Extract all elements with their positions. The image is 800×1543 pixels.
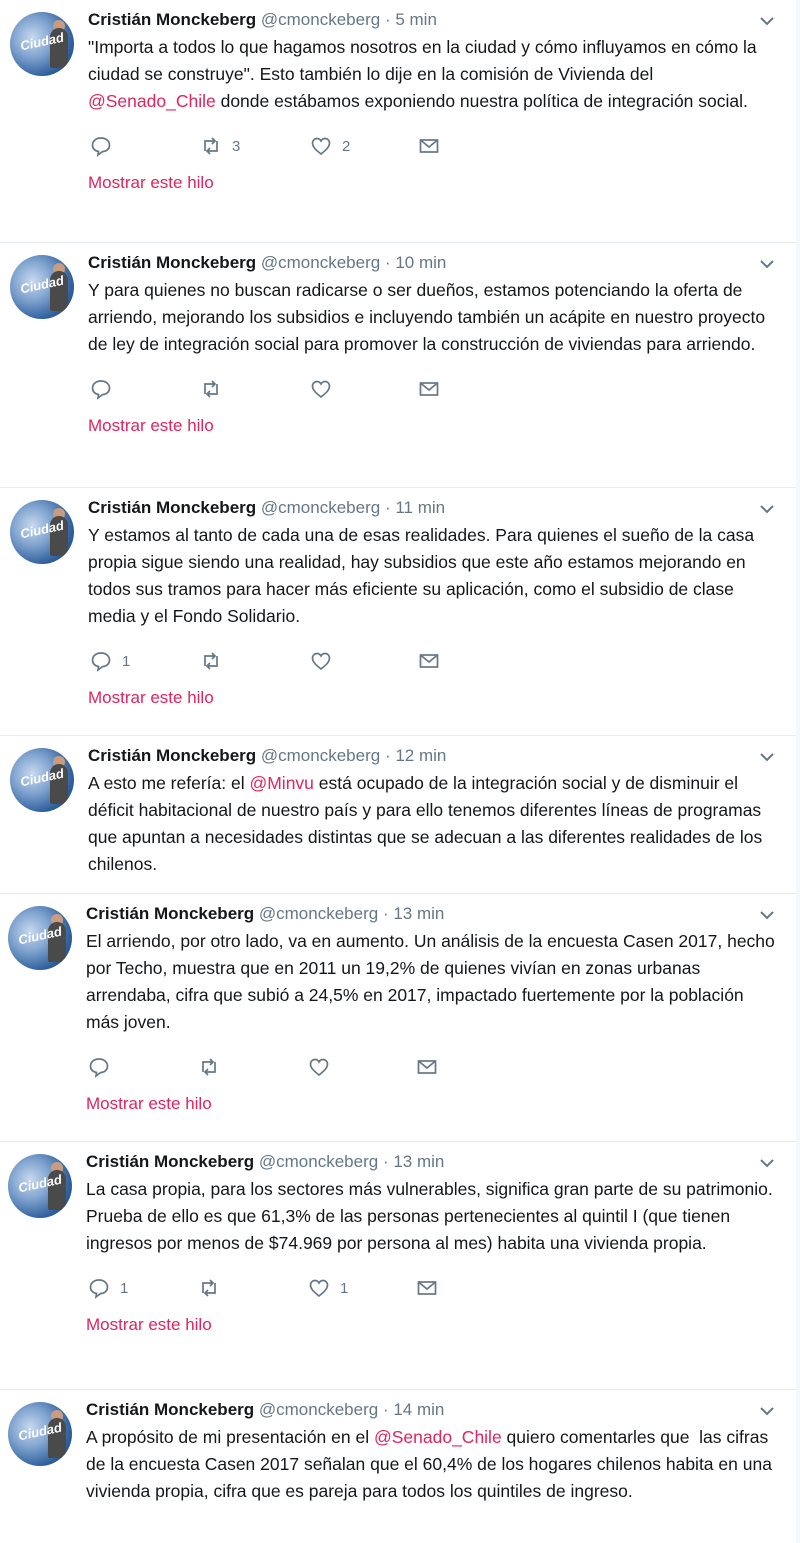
tweet-content — [86, 1398, 776, 1505]
avatar-logo: Ciudad — [16, 1419, 64, 1444]
tweet-actions — [88, 131, 776, 161]
tweet-text — [88, 522, 776, 630]
author-name[interactable]: Cristián Monckeberg — [88, 253, 257, 272]
reply-icon — [90, 135, 112, 157]
avatar[interactable] — [10, 12, 74, 76]
tweet-header — [88, 8, 776, 32]
retweet-button[interactable] — [198, 1052, 230, 1082]
mention-link[interactable]: @Minvu — [249, 773, 314, 793]
retweet-icon — [198, 1056, 220, 1078]
reply-button[interactable] — [90, 131, 122, 161]
tweet-text — [86, 928, 780, 1036]
direct-message-button[interactable] — [418, 131, 440, 161]
author-name[interactable]: Cristián Monckeberg — [88, 498, 257, 517]
chevron-down-icon[interactable] — [758, 12, 776, 30]
avatar[interactable] — [8, 1154, 72, 1218]
author-handle[interactable]: @cmonckeberg — [260, 498, 381, 517]
retweet-count: 3 — [232, 137, 241, 155]
like-count: 1 — [340, 1279, 349, 1297]
direct-message-icon — [418, 650, 440, 672]
direct-message-button[interactable] — [418, 374, 440, 404]
show-thread-link[interactable]: Mostrar este hilo — [88, 416, 214, 435]
author-name[interactable]: Cristián Monckeberg — [88, 10, 257, 29]
tweet-content — [88, 251, 776, 438]
reply-icon — [88, 1277, 110, 1299]
retweet-button[interactable] — [200, 131, 240, 161]
reply-count: 1 — [120, 1279, 129, 1297]
direct-message-button[interactable] — [418, 646, 440, 676]
show-thread-link[interactable]: Mostrar este hilo — [86, 1315, 212, 1334]
reply-button[interactable] — [88, 1273, 128, 1303]
chevron-down-icon[interactable] — [758, 748, 776, 766]
like-icon — [310, 378, 332, 400]
show-thread-link[interactable]: Mostrar este hilo — [86, 1094, 212, 1113]
author-handle[interactable]: @cmonckeberg — [258, 904, 379, 923]
tweet-content — [86, 902, 780, 1116]
like-count: 2 — [342, 137, 351, 155]
tweet-text-part: A esto me refería: el — [88, 773, 250, 793]
tweet[interactable] — [0, 1390, 796, 1543]
chevron-down-icon[interactable] — [758, 906, 776, 924]
author-name[interactable]: Cristián Monckeberg — [88, 746, 257, 765]
mention-link[interactable]: @Senado_Chile — [88, 91, 216, 111]
tweet-text-part: "Importa a todos lo que hagamos nosotros en la ciudad y cómo influyamos en cómo la ciudad se construye". Esto también lo dije en la comisión de Vivienda del — [88, 37, 762, 84]
tweet-text — [88, 277, 776, 358]
tweet-time[interactable]: · 10 min — [384, 253, 447, 272]
direct-message-button[interactable] — [416, 1052, 438, 1082]
like-button[interactable] — [308, 1052, 340, 1082]
tweet-time[interactable]: · 14 min — [382, 1400, 445, 1419]
author-name[interactable]: Cristián Monckeberg — [86, 1400, 255, 1419]
show-thread-link[interactable]: Mostrar este hilo — [88, 173, 214, 192]
tweet-time[interactable]: · 13 min — [382, 1152, 445, 1171]
tweet[interactable] — [0, 736, 796, 894]
tweet-time[interactable]: · 11 min — [384, 498, 446, 517]
tweet-text — [86, 1424, 776, 1505]
tweet-text-part: La casa propia, para los sectores más vulnerables, significa gran parte de su patrimonio. Prueba de ello es que 61,3% de las personas pertenecientes al quintil I (que tienen ingresos por menos de $74.969 por persona al mes) habita una vivienda propia. — [86, 1179, 778, 1253]
direct-message-icon — [418, 135, 440, 157]
reply-icon — [88, 1056, 110, 1078]
tweet[interactable] — [0, 894, 796, 1142]
reply-icon — [90, 378, 112, 400]
avatar-logo: Ciudad — [18, 272, 66, 297]
chevron-down-icon[interactable] — [758, 1402, 776, 1420]
tweet-header — [88, 744, 776, 768]
chevron-down-icon[interactable] — [758, 255, 776, 273]
show-thread-link[interactable]: Mostrar este hilo — [88, 688, 214, 707]
retweet-button[interactable] — [200, 646, 232, 676]
tweet-text-part: está ocupado de la integración social y de disminuir el déficit habitacional de nuestro país y para ello tenemos diferentes líneas de programas que apuntan a necesidades distintas que se adecuan a las diferentes realidades de los chilenos. — [88, 773, 768, 874]
avatar-logo: Ciudad — [16, 1171, 64, 1196]
tweet-actions — [86, 1273, 776, 1303]
direct-message-button[interactable] — [416, 1273, 438, 1303]
reply-button[interactable] — [90, 374, 122, 404]
like-button[interactable] — [310, 646, 342, 676]
avatar-logo: Ciudad — [18, 517, 66, 542]
tweet-text-part: A propósito de mi presentación en el — [86, 1427, 374, 1447]
tweet-text-part: donde estábamos exponiendo nuestra política de integración social. — [215, 91, 748, 111]
tweet-text-part: Y estamos al tanto de cada una de esas realidades. Para quienes el sueño de la casa propia sigue siendo una realidad, hay subsidios que este año estamos mejorando en todos sus tramos para hacer más eficiente su aplicación, como el subsidio de clase media y el Fondo Solidario. — [88, 525, 759, 626]
avatar[interactable] — [8, 906, 72, 970]
reply-icon — [90, 650, 112, 672]
scrollbar[interactable] — [796, 0, 800, 1543]
retweet-icon — [200, 650, 222, 672]
avatar[interactable] — [10, 748, 74, 812]
tweet[interactable] — [0, 1142, 796, 1390]
like-icon — [308, 1056, 330, 1078]
like-icon — [310, 135, 332, 157]
avatar[interactable] — [8, 1402, 72, 1466]
tweet-header — [86, 1398, 776, 1422]
tweet-text-part: Y para quienes no buscan radicarse o ser dueños, estamos potenciando la oferta de arriendo, mejorando los subsidios e incluyendo también un acápite en nuestro proyecto de ley de integración social para promover la construcción de viviendas para arriendo. — [88, 280, 770, 354]
tweet-time[interactable]: · 5 min — [384, 10, 437, 29]
tweet-content — [88, 496, 776, 710]
chevron-down-icon[interactable] — [758, 1154, 776, 1172]
author-handle[interactable]: @cmonckeberg — [260, 253, 381, 272]
author-handle[interactable]: @cmonckeberg — [258, 1152, 379, 1171]
avatar[interactable] — [10, 255, 74, 319]
retweet-icon — [198, 1277, 220, 1299]
direct-message-icon — [416, 1277, 438, 1299]
tweet-content — [88, 744, 776, 878]
avatar-logo: Ciudad — [18, 765, 66, 790]
tweet-time[interactable]: · 12 min — [384, 746, 447, 765]
tweet-header — [88, 496, 776, 520]
direct-message-icon — [416, 1056, 438, 1078]
mention-link[interactable]: @Senado_Chile — [373, 1427, 502, 1447]
avatar-logo: Ciudad — [18, 29, 66, 54]
tweet-text — [88, 770, 776, 878]
direct-message-icon — [418, 378, 440, 400]
avatar-logo: Ciudad — [16, 923, 64, 948]
tweet-content — [88, 8, 776, 195]
retweet-button[interactable] — [198, 1273, 230, 1303]
tweet-text-part: El arriendo, por otro lado, va en aumento. Un análisis de la encuesta Casen 2017, hecho por Techo, muestra que en 2011 un 19,2% de quienes vivían en zonas urbanas arrendaba, cifra que subió a 24,5% en 2017, impactado fuertemente por la población más joven. — [86, 931, 780, 1032]
retweet-button[interactable] — [200, 374, 232, 404]
tweet-content — [86, 1150, 776, 1337]
tweet-text — [88, 34, 776, 115]
author-handle[interactable]: @cmonckeberg — [258, 1400, 379, 1419]
tweet-header — [86, 1150, 776, 1174]
tweet-actions — [88, 646, 776, 676]
reply-button[interactable] — [88, 1052, 120, 1082]
tweet-text-part: quiero comentarles que las cifras de la encuesta Casen 2017 señalan que el 60,4% de los hogares chilenos habita en una vivienda propia, cifra que es pareja para todos los quintiles de ingreso. — [86, 1427, 777, 1501]
retweet-icon — [200, 135, 222, 157]
tweet[interactable] — [0, 0, 796, 243]
tweet[interactable] — [0, 488, 796, 736]
like-button[interactable] — [310, 131, 350, 161]
tweet-actions — [86, 1052, 776, 1082]
tweet-header — [86, 902, 776, 926]
tweet-time[interactable]: · 13 min — [382, 904, 445, 923]
author-handle[interactable]: @cmonckeberg — [260, 746, 381, 765]
retweet-icon — [200, 378, 222, 400]
like-icon — [310, 650, 332, 672]
avatar[interactable] — [10, 500, 74, 564]
chevron-down-icon[interactable] — [758, 500, 776, 518]
tweet[interactable] — [0, 243, 796, 488]
author-name[interactable]: Cristián Monckeberg — [86, 904, 255, 923]
tweet-actions — [88, 374, 776, 404]
author-name[interactable]: Cristián Monckeberg — [86, 1152, 255, 1171]
reply-count: 1 — [122, 652, 131, 670]
tweet-header — [88, 251, 776, 275]
like-button[interactable] — [308, 1273, 348, 1303]
author-handle[interactable]: @cmonckeberg — [260, 10, 381, 29]
reply-button[interactable] — [90, 646, 130, 676]
like-icon — [308, 1277, 330, 1299]
like-button[interactable] — [310, 374, 342, 404]
tweet-text — [86, 1176, 776, 1257]
